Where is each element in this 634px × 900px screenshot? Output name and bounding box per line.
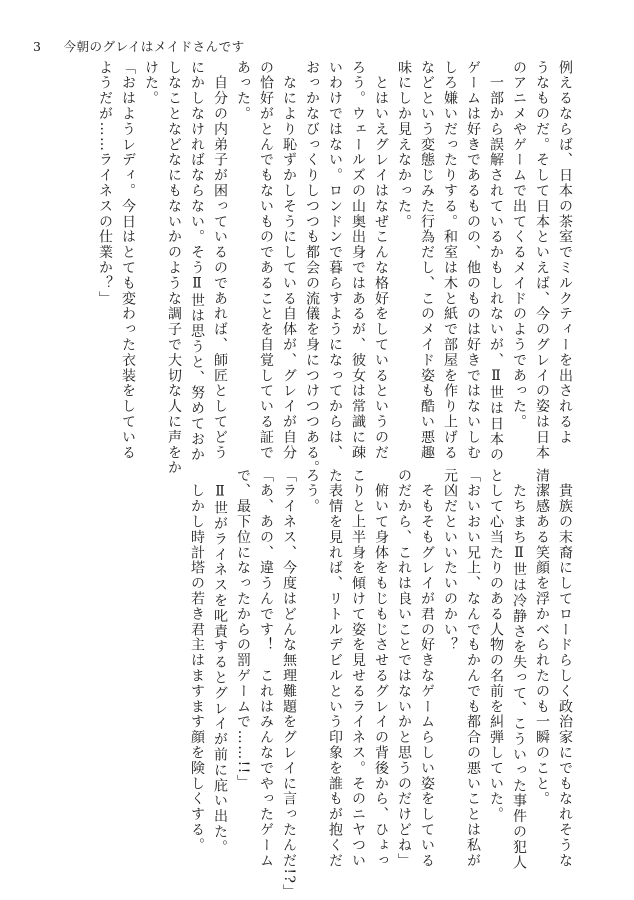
text-line: の恰好がとんでもないものであることを自覚している証で <box>258 60 274 461</box>
text-line: いわけではない。ロンドンで暮らすようになってからは、 <box>327 60 343 461</box>
text-line: 味にしか見えなかった。 <box>396 60 412 230</box>
text-line: おっかなびっくりしつつも都会の流儀を身につけつつある。 <box>304 60 320 476</box>
text-line: 「あ、あの、違うんです！ これはみんなでやったゲーム <box>258 468 274 869</box>
text-line: にかしなければならない。そうⅡ世は思うと、努めておか <box>189 60 205 463</box>
text-line: 例えるならば、日本の茶室でミルクティーを出されるよ <box>557 60 573 445</box>
text-line: しろ嫌いだったりする。和室は木と紙で部屋を作り上げる <box>442 60 458 461</box>
text-line: しなことなどなにもないかのような調子で大切な人に声をか <box>166 60 182 476</box>
text-line: ようだが……ライネスの仕業か？」 <box>97 60 113 307</box>
text-line: とはいえグレイはなぜこんな格好をしているというのだ <box>373 60 389 461</box>
text-line: 俯いて身体をもじもじさせるグレイの背後から、ひょっ <box>373 468 389 869</box>
text-line: で、最下位になったからの罰ゲームで……!!」 <box>235 468 251 791</box>
upper-text-block <box>93 60 576 476</box>
text-line: 自分の内弟子が困っているのであれば、師匠としてどう <box>212 60 228 461</box>
running-title: 今朝のグレイはメイドさんです <box>63 39 245 54</box>
text-line: こりと上半身を傾けて姿を見せるライネス。そのニヤつい <box>350 468 366 869</box>
text-line: 「おいおい兄上、なんでもかんでも都合の悪いことは私が <box>465 468 481 869</box>
text-line: 元凶だといいたいのかい？ <box>442 468 458 653</box>
text-line: 「おはようレディ。今日はとても変わった衣装をしている <box>120 60 136 461</box>
text-line: 貴族の末裔にしてロードらしく政治家にでもなれそうな <box>557 468 573 869</box>
text-line: のアニメやゲームで出てくるメイドのようであった。 <box>511 60 527 430</box>
text-line: Ⅱ世がライネスを叱責するとグレイが前に庇い出た。 <box>212 468 228 855</box>
lower-text-block <box>185 468 576 900</box>
text-line: として心当たりのある人物の名前を糾弾していた。 <box>488 468 504 823</box>
page-number: 3 <box>33 39 42 54</box>
text-line: たちまちⅡ世は冷静さを失って、こういった事件の犯人 <box>511 468 527 871</box>
text-line: ろう。ウェールズの山奥出身ではあるが、彼女は常識に疎 <box>350 60 366 461</box>
text-line: ゲームは好きであるものの、他のものは好きではないしむ <box>465 60 481 461</box>
page-header <box>33 37 245 55</box>
text-line: 一部から誤解されているかもしれないが、Ⅱ世は日本の <box>488 60 504 463</box>
text-line: うなものだ。そして日本といえば、今のグレイの姿は日本 <box>534 60 550 461</box>
text-line: 「ライネス、今度はどんな無理難題をグレイに言ったんだ!?」 <box>281 468 297 900</box>
text-line: 清潔感ある笑顔を浮かべられたのも一瞬のこと。 <box>534 468 550 807</box>
text-line: けた。 <box>143 60 159 107</box>
text-line: た表情を見れば、リトルデビルという印象を誰もが抱くだ <box>327 468 343 869</box>
text-line: しかし時計塔の若き君主はますます顔を険しくする。 <box>189 468 205 853</box>
text-line: あった。 <box>235 60 251 122</box>
text-line: などという変態じみた行為だし、このメイド姿も酷い悪趣 <box>419 60 435 461</box>
text-line: そもそもグレイが君の好きなゲームらしい姿をしている <box>419 468 435 869</box>
text-line: なにより恥ずかしそうにしている自体が、グレイが自分 <box>281 60 297 461</box>
text-line: ろう。 <box>304 468 320 515</box>
text-line: のだから、これは良いことではないかと思うのだけどね」 <box>396 468 412 869</box>
